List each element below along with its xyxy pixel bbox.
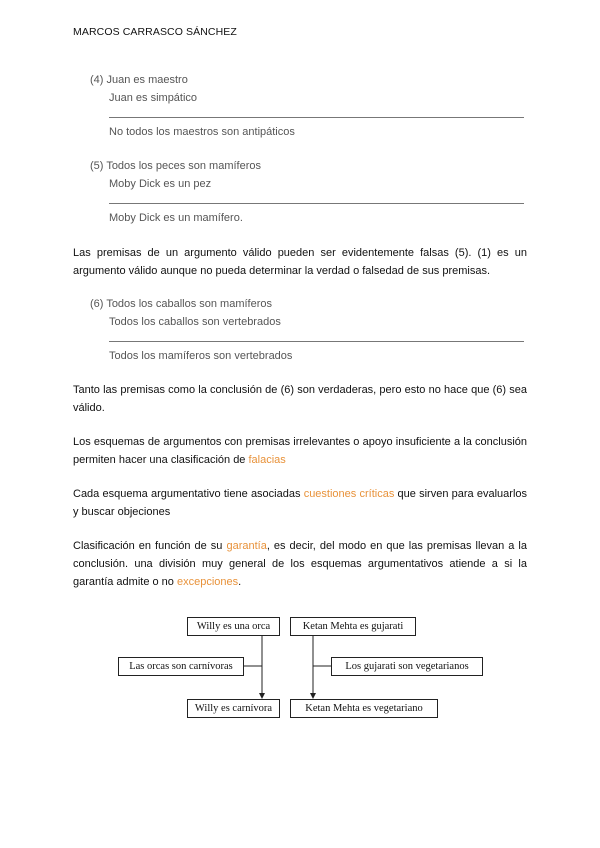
page-header-author: MARCOS CARRASCO SÁNCHEZ	[73, 26, 237, 38]
inference-line	[109, 203, 524, 204]
argument-number: (4)	[90, 74, 104, 86]
paragraph-fallacies	[73, 433, 527, 469]
diagram-left-warrant-box: Las orcas son carnívoras	[118, 657, 244, 676]
diagram-right-warrant-box: Los gujarati son vegetarianos	[331, 657, 483, 676]
paragraph-text: .	[238, 576, 242, 588]
paragraph-critical-questions	[73, 485, 527, 521]
argument-premise: Todos los caballos son vertebrados	[109, 316, 281, 328]
paragraph-text: Clasificación en función de su	[73, 540, 227, 552]
argument-conclusion: Todos los mamíferos son vertebrados	[109, 350, 293, 362]
diagram-left-conclusion-box: Willy es carnívora	[187, 699, 280, 718]
argument-premise: Moby Dick es un pez	[109, 178, 212, 190]
argument-4	[90, 71, 524, 141]
inference-line	[109, 117, 524, 118]
diagram-left-premise-box: Willy es una orca	[187, 617, 280, 636]
link-excepciones[interactable]: excepciones	[176, 576, 239, 588]
link-cuestiones-criticas[interactable]: cuestiones críticas	[303, 488, 395, 500]
diagram-right-conclusion-box: Ketan Mehta es vegetariano	[290, 699, 438, 718]
paragraph-valid-premises: Las premisas de un argumento válido pueden ser evidentemente falsas (5). (1) es un argumento válido aunque no pueda determinar la verdad o falsedad de sus premisas.	[73, 247, 527, 277]
link-garantia[interactable]: garantía	[226, 540, 267, 552]
link-falacias[interactable]: falacias	[248, 454, 286, 466]
paragraph-warrant-classification	[73, 537, 527, 591]
argument-6	[90, 295, 524, 365]
inference-line	[109, 341, 524, 342]
paragraph-true-not-valid: Tanto las premisas como la conclusión de (6) son verdaderas, pero esto no hace que (6) sea válido.	[73, 384, 527, 414]
argument-premise: Juan es simpático	[109, 92, 198, 104]
argument-number: (5)	[90, 160, 104, 172]
argument-5	[90, 157, 524, 227]
paragraph-text: Cada esquema argumentativo tiene asociadas	[73, 488, 304, 500]
argument-conclusion: No todos los maestros son antipáticos	[109, 126, 295, 138]
diagram-right-premise-box: Ketan Mehta es gujarati	[290, 617, 416, 636]
argument-premise: Todos los caballos son mamíferos	[106, 298, 272, 310]
argument-number: (6)	[90, 298, 104, 310]
argument-premise: Juan es maestro	[106, 74, 188, 86]
paragraph-text: Los esquemas de argumentos con premisas irrelevantes o apoyo insuficiente a la conclusión permiten hacer una clasificación de	[73, 436, 527, 466]
paragraph-text: que sirven para evaluarlos y buscar objeciones	[73, 488, 528, 518]
paragraph-text: , es decir, del modo en que las premisas llevan a la conclusión. una división muy general de los esquemas argumentativos atiende a si la garantía admite o no	[73, 540, 527, 588]
argument-premise: Todos los peces son mamíferos	[106, 160, 261, 172]
argument-conclusion: Moby Dick es un mamífero.	[109, 212, 243, 224]
